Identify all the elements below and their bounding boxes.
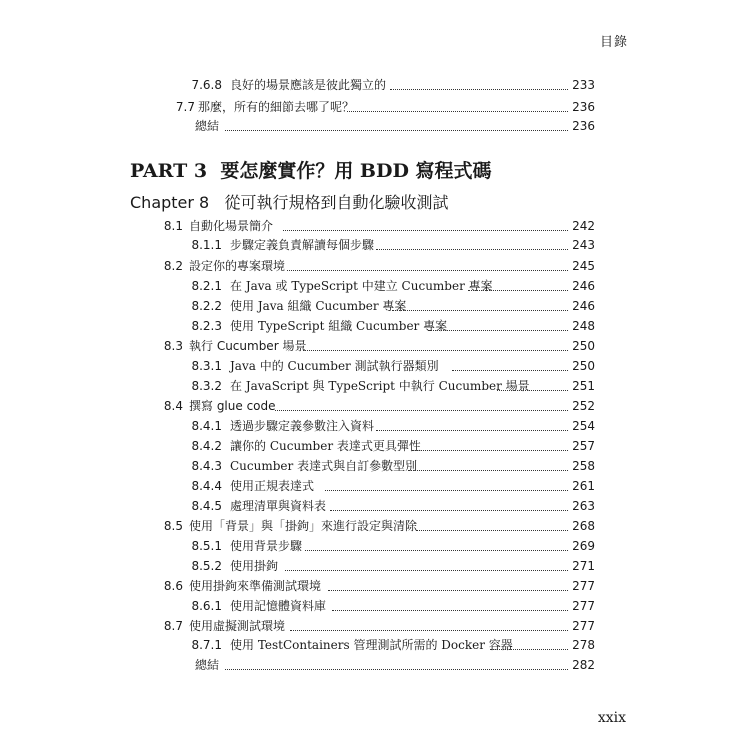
section-number: 8.4.5 <box>191 499 222 513</box>
dot-leader <box>303 336 568 351</box>
section-number: 8.2 <box>163 259 183 273</box>
toc-entry-8-4-1[interactable] <box>0 416 750 436</box>
toc-entry-8-1-1[interactable] <box>0 235 750 255</box>
entry-title: 良好的場景應該是彼此獨立的 <box>230 78 387 92</box>
section-number: 8.4.3 <box>191 459 222 473</box>
toc-entry-8-4-4[interactable] <box>0 476 750 496</box>
toc-entry-8-4-2[interactable] <box>0 436 750 456</box>
toc-entry-8-3-1[interactable] <box>0 356 750 376</box>
entry-title: 使用 TestContainers 管理測試所需的 Docker 容器 <box>230 638 513 652</box>
section-number: 7.7 <box>175 100 195 114</box>
toc-entry-8-3-2[interactable] <box>0 376 750 396</box>
dot-leader <box>412 436 568 451</box>
toc-entry-8-2-1[interactable] <box>0 276 750 296</box>
toc-entry-8-1[interactable] <box>0 216 750 236</box>
entry-title: 使用「背景」與「掛鉤」來進行設定與清除 <box>189 519 418 533</box>
dot-leader <box>332 596 568 611</box>
entry-title: 那麼，所有的細節去哪了呢？ <box>198 100 355 114</box>
entry-title: 透過步驟定義參數注入資料 <box>230 419 375 433</box>
page-number: 250 <box>572 359 595 373</box>
chapter-label: Chapter 8 <box>130 193 210 212</box>
dot-leader <box>305 536 568 551</box>
dot-leader <box>225 116 568 131</box>
dot-leader <box>376 235 568 250</box>
page-number: 277 <box>572 599 595 613</box>
part-label: PART 3 <box>130 160 208 182</box>
dot-leader <box>285 556 568 571</box>
entry-title: 使用正規表達式 <box>230 479 315 493</box>
page-number: 269 <box>572 539 595 553</box>
dot-leader <box>275 396 568 411</box>
page-number: 277 <box>572 619 595 633</box>
entry-title: 讓你的 Cucumber 表達式更具彈性 <box>230 439 421 453</box>
entry-title: 使用 TypeScript 組織 Cucumber 專案 <box>230 319 448 333</box>
dot-leader <box>283 216 568 231</box>
toc-entry-8-3[interactable] <box>0 336 750 356</box>
entry-title: 使用背景步驟 <box>230 539 303 553</box>
entry-title: Cucumber 表達式與自訂參數型別 <box>230 459 418 473</box>
part-title: 要怎麼實作？用 BDD 寫程式碼 <box>220 160 492 182</box>
page-number: 268 <box>572 519 595 533</box>
page-number: 257 <box>572 439 595 453</box>
entry-title: 設定你的專案環境 <box>189 259 286 273</box>
page-number: 278 <box>572 638 595 652</box>
section-number: 8.4 <box>163 399 183 413</box>
dot-leader <box>330 496 568 511</box>
toc-entry-8-7-1[interactable] <box>0 635 750 655</box>
page-number: 258 <box>572 459 595 473</box>
dot-leader <box>416 516 568 531</box>
entry-title: 使用 Java 組織 Cucumber 專案 <box>230 299 407 313</box>
chapter-title: 從可執行規格到自動化驗收測試 <box>224 193 449 212</box>
section-number: 8.6.1 <box>191 599 222 613</box>
page-number: 236 <box>572 100 595 114</box>
section-number: 8.7.1 <box>191 638 222 652</box>
page-number: 242 <box>572 219 595 233</box>
dot-leader <box>287 256 568 271</box>
toc-entry-8-5[interactable] <box>0 516 750 536</box>
dot-leader <box>347 97 568 112</box>
toc-entry-summary-7[interactable] <box>0 116 750 136</box>
dot-leader <box>376 416 568 431</box>
toc-entry-7-7[interactable] <box>0 97 750 117</box>
toc-entry-8-6-1[interactable] <box>0 596 750 616</box>
entry-title: 使用掛鉤來準備測試環境 <box>189 579 322 593</box>
entry-title: 使用虛擬測試環境 <box>189 619 286 633</box>
section-number: 8.1 <box>163 219 183 233</box>
dot-leader <box>497 376 568 391</box>
dot-leader <box>328 576 568 591</box>
entry-title: Java 中的 Cucumber 測試執行器類別 <box>230 359 439 373</box>
page-number: 252 <box>572 399 595 413</box>
entry-title: 總結 <box>195 658 220 672</box>
page-number: 248 <box>572 319 595 333</box>
entry-title: 步驟定義負責解讀每個步驟 <box>230 238 375 252</box>
page-number: 233 <box>572 78 595 92</box>
dot-leader <box>392 296 568 311</box>
section-number: 8.4.4 <box>191 479 222 493</box>
toc-entry-summary-8[interactable] <box>0 655 750 675</box>
page-footer-number: xxix <box>597 710 626 726</box>
page-number: 246 <box>572 279 595 293</box>
dot-leader <box>225 655 568 670</box>
page-number: 263 <box>572 499 595 513</box>
dot-leader <box>468 276 568 291</box>
entry-title: 使用掛鉤 <box>230 559 279 573</box>
dot-leader <box>490 635 568 650</box>
page-number: 251 <box>572 379 595 393</box>
toc-entry-8-7[interactable] <box>0 616 750 636</box>
toc-entry-8-4[interactable] <box>0 396 750 416</box>
entry-title: 執行 Cucumber 場景 <box>189 339 307 353</box>
section-number: 8.2.1 <box>191 279 222 293</box>
section-number: 8.4.2 <box>191 439 222 453</box>
entry-title: 總結 <box>195 119 220 133</box>
page-number: 250 <box>572 339 595 353</box>
toc-entry-8-5-2[interactable] <box>0 556 750 576</box>
section-number: 8.3 <box>163 339 183 353</box>
entry-title: 自動化場景簡介 <box>189 219 274 233</box>
page-number: 246 <box>572 299 595 313</box>
page-number: 282 <box>572 658 595 672</box>
page-number: 271 <box>572 559 595 573</box>
part-heading <box>130 156 492 183</box>
toc-entry-7-6-8[interactable] <box>0 75 750 95</box>
dot-leader <box>290 616 568 631</box>
section-number: 8.5 <box>163 519 183 533</box>
page-number: 243 <box>572 238 595 252</box>
toc-entry-8-2-3[interactable] <box>0 316 750 336</box>
entry-title: 在 Java 或 TypeScript 中建立 Cucumber 專案 <box>230 279 493 293</box>
toc-entry-8-4-5[interactable] <box>0 496 750 516</box>
page-number: 236 <box>572 119 595 133</box>
section-number: 8.5.1 <box>191 539 222 553</box>
section-number: 8.2.3 <box>191 319 222 333</box>
section-number: 8.1.1 <box>191 238 222 252</box>
dot-leader <box>325 476 568 491</box>
entry-title: 處理清單與資料表 <box>230 499 327 513</box>
dot-leader <box>408 456 568 471</box>
entry-title: 撰寫 glue code <box>189 399 276 413</box>
entry-title: 使用記憶體資料庫 <box>230 599 327 613</box>
toc-entry-8-2[interactable] <box>0 256 750 276</box>
page-number: 261 <box>572 479 595 493</box>
page-number: 245 <box>572 259 595 273</box>
page-header-title: 目錄 <box>599 35 628 50</box>
toc-entry-8-6[interactable] <box>0 576 750 596</box>
section-number: 8.6 <box>163 579 183 593</box>
dot-leader <box>428 316 568 331</box>
section-number: 8.7 <box>163 619 183 633</box>
section-number: 8.3.2 <box>191 379 222 393</box>
section-number: 7.6.8 <box>191 78 222 92</box>
toc-entry-8-4-3[interactable] <box>0 456 750 476</box>
toc-entry-8-5-1[interactable] <box>0 536 750 556</box>
page-number: 277 <box>572 579 595 593</box>
section-number: 8.4.1 <box>191 419 222 433</box>
page-number: 254 <box>572 419 595 433</box>
section-number: 8.3.1 <box>191 359 222 373</box>
dot-leader <box>452 356 568 371</box>
dot-leader <box>390 75 568 90</box>
section-number: 8.5.2 <box>191 559 222 573</box>
chapter-heading <box>130 190 449 213</box>
section-number: 8.2.2 <box>191 299 222 313</box>
entry-title: 在 JavaScript 與 TypeScript 中執行 Cucumber 場景 <box>230 379 530 393</box>
toc-entry-8-2-2[interactable] <box>0 296 750 316</box>
